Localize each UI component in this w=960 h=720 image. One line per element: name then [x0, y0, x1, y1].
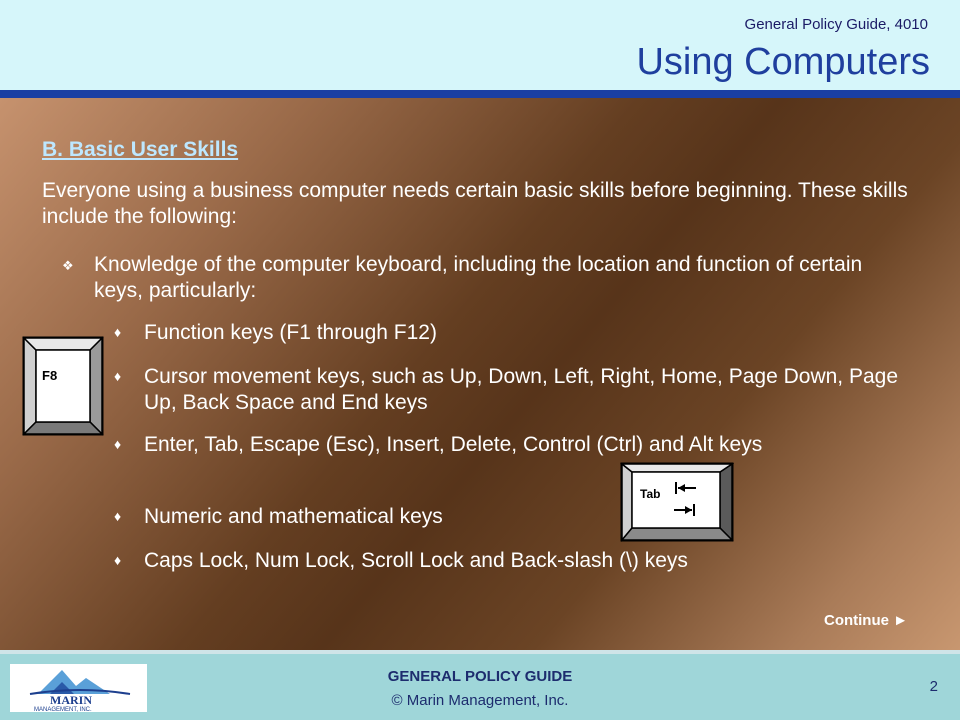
- slide-body: [0, 98, 960, 650]
- f8-key-icon: [22, 336, 104, 436]
- bullet-text: Knowledge of the computer keyboard, including the location and function of certain keys, particularly:: [94, 253, 863, 302]
- diamond-bullet-icon: ♦: [114, 552, 122, 568]
- sub-bullet-text: Enter, Tab, Escape (Esc), Insert, Delete, Control (Ctrl) and Alt keys: [144, 433, 763, 456]
- logo-subtext: MANAGEMENT, INC.: [34, 707, 92, 712]
- diamond-bullet-icon: ♦: [114, 324, 122, 340]
- diamond-bullet-icon: ♦: [114, 436, 122, 452]
- sub-bullet-text: Caps Lock, Num Lock, Scroll Lock and Back-slash (\) keys: [144, 549, 688, 572]
- f8-key-label: F8: [42, 368, 58, 383]
- sub-bullet-text: Function keys (F1 through F12): [144, 321, 437, 344]
- logo-wordmark: MARIN: [50, 693, 92, 707]
- sub-bullet-item: [114, 320, 914, 346]
- sub-bullet-item: [114, 432, 914, 458]
- header-divider: [0, 90, 960, 98]
- footer-guide-name: GENERAL POLICY GUIDE: [387, 668, 573, 685]
- sub-bullet-item: [114, 548, 914, 574]
- sub-bullet-text: Cursor movement keys, such as Up, Down, Left, Right, Home, Page Down, Page Up, Back Space and End keys: [144, 365, 899, 414]
- tab-key-icon: [620, 462, 734, 542]
- slide-header: [0, 0, 960, 90]
- tab-key-label: Tab: [640, 487, 661, 501]
- slide-footer: [0, 654, 960, 720]
- sub-bullet-item: [114, 364, 914, 416]
- page-number: 2: [929, 678, 938, 695]
- section-title: B. Basic User Skills: [42, 138, 239, 161]
- diamond-bullet-icon: ❖: [62, 258, 74, 273]
- bullet-item-keyboard: [62, 252, 882, 304]
- guide-subtitle: General Policy Guide, 4010: [744, 16, 928, 33]
- intro-text: Everyone using a business computer needs certain basic skills before beginning. These skills include the following:: [42, 179, 908, 228]
- page-title: Using Computers: [636, 41, 930, 83]
- sub-bullet-text: Numeric and mathematical keys: [144, 505, 443, 528]
- sub-bullet-item: [114, 504, 914, 530]
- continue-link[interactable]: Continue ►: [823, 612, 908, 629]
- footer-copyright: © Marin Management, Inc.: [391, 692, 569, 709]
- diamond-bullet-icon: ♦: [114, 368, 122, 384]
- diamond-bullet-icon: ♦: [114, 508, 122, 524]
